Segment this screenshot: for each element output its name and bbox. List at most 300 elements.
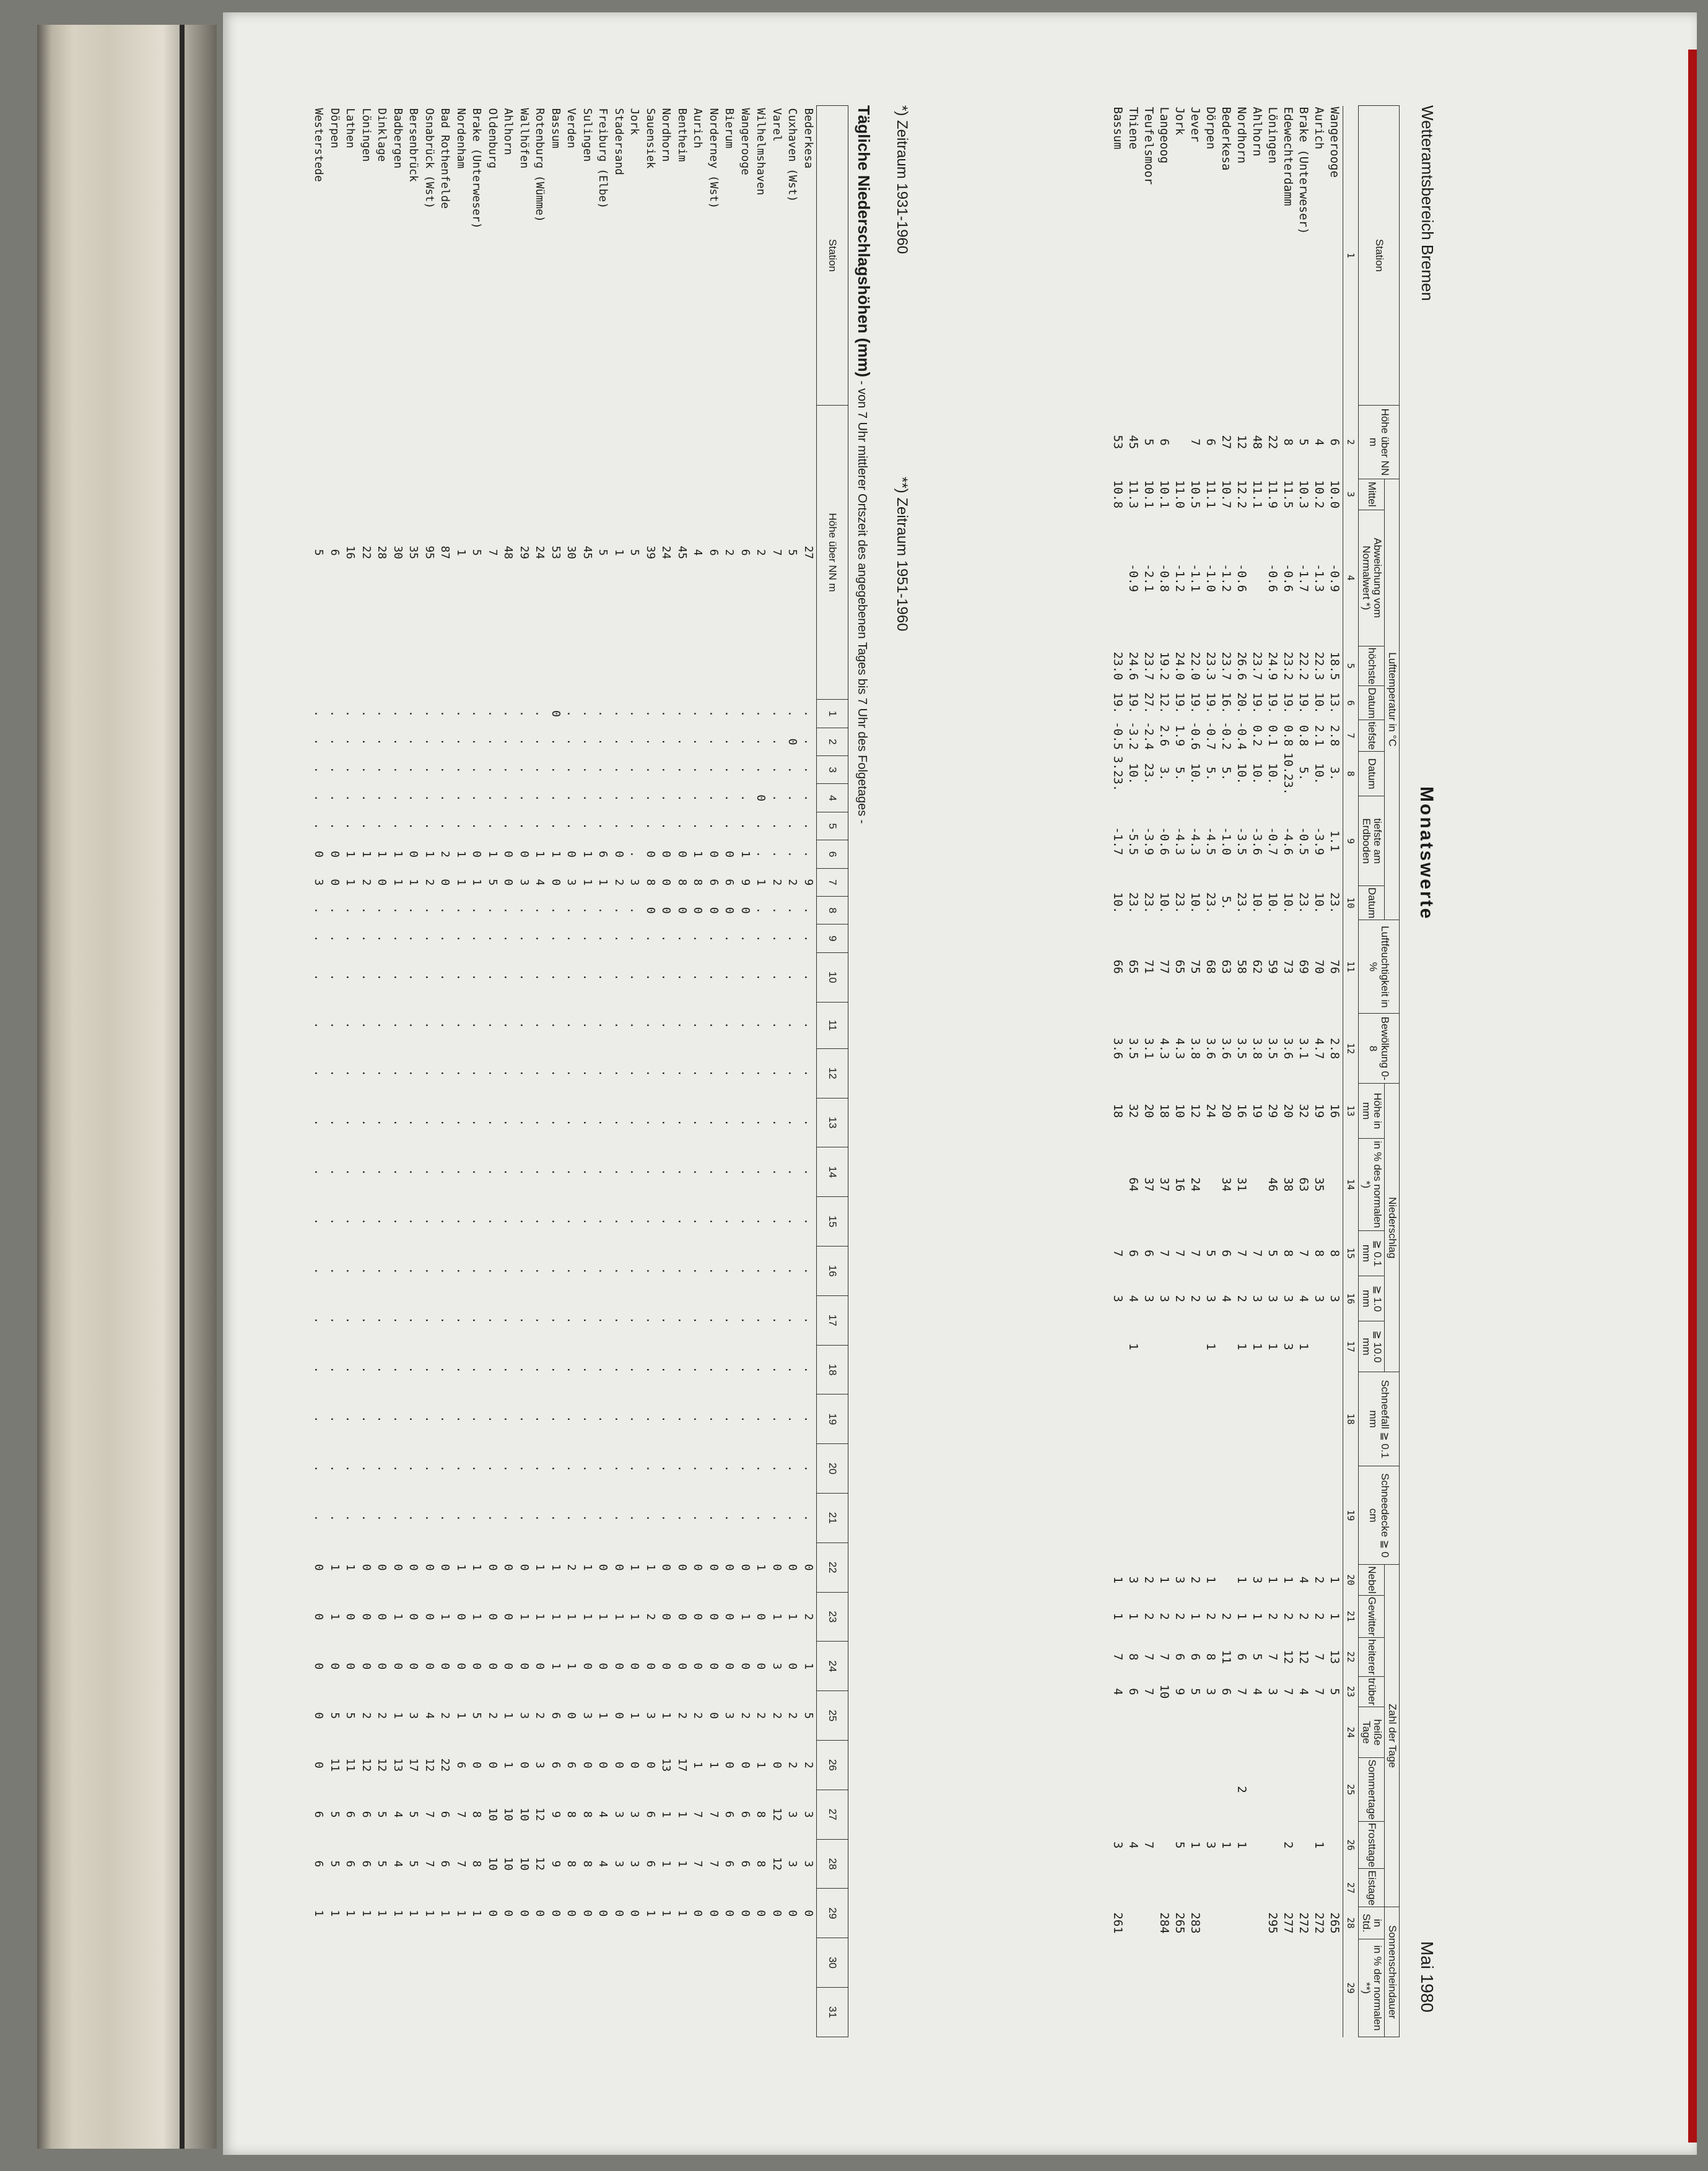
group-days: Zahl der Tage <box>1385 1565 1400 1907</box>
cell-value: 2 <box>723 549 736 556</box>
cell-value: . <box>422 1514 436 1521</box>
cell-value: . <box>422 935 436 942</box>
cell-value: . <box>707 822 720 830</box>
cell-value: 1 <box>754 1564 768 1571</box>
cell-value: 12 <box>770 1857 783 1871</box>
cell-value: 19. <box>1173 692 1187 714</box>
cell-value: . <box>344 1316 357 1324</box>
cell-value: -1.7 <box>1297 563 1311 593</box>
col-header: trüber <box>1358 1676 1384 1707</box>
cell-value: . <box>344 1069 357 1077</box>
cell-value: . <box>549 1316 562 1324</box>
cell-value: . <box>707 1119 720 1126</box>
cell-value: 1 <box>454 851 468 858</box>
cell-value: . <box>517 1022 531 1029</box>
cell-value <box>1296 1821 1312 1869</box>
cell-value: . <box>565 1218 578 1225</box>
cell-value: 10. <box>1312 892 1327 914</box>
cell-value: . <box>723 935 736 942</box>
cell-value: . <box>470 935 484 942</box>
cell-value: -2.1 <box>1142 563 1156 593</box>
cell-value: 95 <box>422 546 436 559</box>
cell-value: 16. <box>1219 692 1234 714</box>
cell-value: 2 <box>1188 1576 1203 1584</box>
cell-value <box>1234 1939 1250 2037</box>
cell-value: 0 <box>344 1663 357 1670</box>
cell-value: . <box>517 1514 531 1521</box>
cell-value: . <box>580 766 594 773</box>
col-header: in % der normalen **) <box>1358 1939 1384 2037</box>
cell-value: 1 <box>612 549 625 556</box>
cell-value: 23. <box>1142 892 1156 914</box>
cell-value: 1 <box>422 1910 436 1917</box>
cell-value: 12 <box>1235 435 1249 450</box>
day-header: 14 <box>817 1147 848 1197</box>
cell-value: 19.2 <box>1157 651 1172 681</box>
station-name: Bad Rothenfelde <box>438 108 452 209</box>
cell-value: 3 <box>407 1712 420 1719</box>
cell-value: . <box>801 1465 815 1472</box>
day-header: 22 <box>817 1542 848 1592</box>
cell-value: . <box>770 710 783 717</box>
cell-value: 0 <box>502 1663 515 1670</box>
cell-value: . <box>675 973 689 981</box>
cell-value: 10.8 <box>1111 480 1125 509</box>
cell-value: -3.5 <box>1235 827 1249 856</box>
cell-value: . <box>533 1366 547 1373</box>
cell-value: . <box>391 1119 404 1126</box>
cell-value: 0 <box>596 1761 610 1769</box>
cell-value: 1 <box>1157 1576 1172 1584</box>
cell-value: . <box>754 1069 768 1077</box>
cell-value: 1 <box>675 1811 689 1818</box>
cell-value: 1 <box>675 1910 689 1917</box>
cell-value: . <box>738 738 752 746</box>
cell-value: 31 <box>1235 1177 1249 1192</box>
cell-value <box>1327 1707 1343 1758</box>
cell-value: 6 <box>723 1811 736 1818</box>
cell-value <box>1219 1907 1234 1939</box>
cell-value: 1 <box>359 851 373 858</box>
cell-value: . <box>801 794 815 802</box>
cell-value: 0 <box>438 1663 452 1670</box>
cell-value: 0 <box>738 1663 752 1670</box>
col-header: Höhe in mm <box>1358 1084 1384 1139</box>
cell-value: 23.3 <box>1204 651 1218 681</box>
cell-value: -0.9 <box>1126 563 1141 593</box>
cell-value: 5 <box>328 1712 341 1719</box>
cell-value: -1.3 <box>1312 563 1327 593</box>
station-name: Rotenburg (Wümme) <box>533 108 547 222</box>
cell-value: 0 <box>754 1910 768 1917</box>
cell-value: . <box>580 738 594 746</box>
cell-value: . <box>312 738 326 746</box>
cell-value: -0.5 <box>1297 827 1311 856</box>
cell-value: . <box>643 710 657 717</box>
cell-value: . <box>407 1168 420 1176</box>
cell-value <box>1110 1869 1126 1907</box>
cell-value: . <box>675 710 689 717</box>
cell-value: . <box>517 794 531 802</box>
cell-value: 1 <box>1250 1612 1265 1621</box>
cell-value: 1 <box>565 1613 578 1621</box>
cell-value: 0 <box>596 1663 610 1670</box>
cell-value <box>1188 1372 1203 1466</box>
cell-value: 12 <box>422 1758 436 1772</box>
column-number: 24 <box>1343 1707 1358 1758</box>
cell-value: 2 <box>754 549 768 556</box>
cell-value: . <box>643 1267 657 1274</box>
cell-value: . <box>486 1465 499 1472</box>
table-row <box>390 106 406 2037</box>
col-header: Mittel <box>1358 479 1384 510</box>
cell-value: . <box>596 1069 610 1077</box>
cell-value: . <box>407 935 420 942</box>
cell-value: . <box>612 1316 625 1324</box>
cell-value: . <box>438 1366 452 1373</box>
station-name: Cuxhaven (Wst) <box>786 108 800 202</box>
cell-value: . <box>375 1514 389 1521</box>
cell-value: 10 <box>517 1857 531 1871</box>
cell-value: 3 <box>1250 1295 1265 1302</box>
cell-value: . <box>328 1022 341 1029</box>
cell-value: . <box>738 1168 752 1176</box>
cell-value: -4.5 <box>1204 827 1218 856</box>
cell-value: . <box>549 1119 562 1126</box>
cell-value: . <box>643 935 657 942</box>
cell-value: 1 <box>328 1613 341 1621</box>
cell-value: 1 <box>580 879 594 886</box>
col-header: tiefste am Erdboden <box>1358 796 1384 886</box>
cell-value: 6 <box>1157 438 1172 446</box>
cell-value: . <box>754 907 768 914</box>
cell-value: . <box>738 710 752 717</box>
cell-value: 9 <box>1173 1688 1187 1695</box>
cell-value: 0 <box>675 1564 689 1571</box>
cell-value: 29 <box>517 546 531 559</box>
cell-value <box>1141 1758 1157 1821</box>
cell-value: 46 <box>1266 1177 1280 1192</box>
cell-value: 10. <box>1281 892 1296 914</box>
cell-value: 73 <box>1281 959 1296 974</box>
cell-value <box>1110 510 1126 646</box>
table-row <box>690 106 706 2037</box>
cell-value: . <box>628 973 642 981</box>
cell-value: . <box>660 710 673 717</box>
cell-value: . <box>438 1218 452 1225</box>
cell-value: 5 <box>596 549 610 556</box>
cell-value: 6 <box>1219 1688 1234 1695</box>
cell-value <box>1157 1466 1172 1565</box>
day-header: 11 <box>817 1002 848 1048</box>
cell-value: . <box>407 766 420 773</box>
cell-value: -0.6 <box>1266 563 1280 593</box>
station-name: Verden <box>565 108 578 149</box>
cell-value: . <box>707 1168 720 1176</box>
cell-value: . <box>596 1168 610 1176</box>
cell-value: . <box>628 794 642 802</box>
cell-value: . <box>438 1168 452 1176</box>
cell-value: 3.1 <box>1297 1038 1311 1059</box>
cell-value: . <box>391 794 404 802</box>
cell-value <box>1141 1869 1157 1907</box>
cell-value: 2 <box>565 1564 578 1571</box>
station-name: Stadersand <box>612 108 625 175</box>
cell-value: . <box>422 1022 436 1029</box>
cell-value <box>1250 1372 1265 1466</box>
cell-value: 0.1 <box>1266 724 1280 747</box>
cell-value: . <box>801 1514 815 1521</box>
cell-value: 37 <box>1142 1177 1156 1192</box>
cell-value: 2.8 <box>1328 724 1342 747</box>
cell-value: . <box>643 1465 657 1472</box>
cell-value: 1 <box>660 1860 673 1868</box>
cell-value: 18 <box>1157 1103 1172 1118</box>
cell-value: . <box>391 1465 404 1472</box>
cell-value: 0 <box>359 1613 373 1621</box>
cell-value: 19 <box>1250 1103 1265 1118</box>
cell-value: 2 <box>770 879 783 886</box>
cell-value: . <box>328 794 341 802</box>
cell-value: 0 <box>486 1761 499 1769</box>
cell-value <box>1219 1466 1234 1565</box>
cell-value: 7 <box>1235 1250 1249 1257</box>
cell-value: 1 <box>359 1910 373 1917</box>
cell-value: . <box>470 1267 484 1274</box>
cell-value: 4 <box>391 1811 404 1818</box>
cell-value: . <box>486 935 499 942</box>
cell-value: 6 <box>723 879 736 886</box>
cell-value: . <box>723 1465 736 1472</box>
cell-value: 2 <box>486 1712 499 1719</box>
cell-value: 1 <box>344 879 357 886</box>
cell-value: 1 <box>1235 1841 1249 1849</box>
cell-value: . <box>707 1218 720 1225</box>
table-row <box>327 106 343 2037</box>
cell-value: . <box>549 907 562 914</box>
cell-value: . <box>486 794 499 802</box>
column-number: 19 <box>1343 1466 1358 1565</box>
cell-value: . <box>549 1069 562 1077</box>
cell-value: 12 <box>1281 1650 1296 1664</box>
station-name: Lathen <box>344 108 357 149</box>
cell-value: 3 <box>1281 1342 1296 1351</box>
cell-value: . <box>660 1316 673 1324</box>
table-row <box>422 106 438 2037</box>
cell-value: . <box>470 973 484 981</box>
day-header: 17 <box>817 1295 848 1345</box>
column-number: 11 <box>1343 920 1358 1014</box>
cell-value <box>1265 1869 1281 1907</box>
cell-value: . <box>660 1416 673 1423</box>
cell-value: 3 <box>1157 1295 1172 1302</box>
cell-value <box>1312 1869 1327 1907</box>
cell-value: 5 <box>628 549 642 556</box>
col-header: Sommertage <box>1358 1758 1384 1821</box>
cell-value: 3 <box>1204 1841 1218 1849</box>
cell-value: . <box>312 1218 326 1225</box>
cell-value: 2 <box>675 1712 689 1719</box>
day-header: 18 <box>817 1345 848 1394</box>
cell-value: . <box>549 973 562 981</box>
cell-value: 18 <box>1111 1103 1125 1118</box>
table-row <box>1234 106 1250 2037</box>
cell-value: . <box>328 1267 341 1274</box>
cell-value: . <box>344 1465 357 1472</box>
cell-value: 1 <box>801 1663 815 1670</box>
cell-value: 4 <box>1219 1295 1234 1302</box>
cell-value: . <box>723 973 736 981</box>
footnote-1: *) Zeitraum 1931-1960 <box>894 105 910 255</box>
cell-value: 12 <box>533 1808 547 1821</box>
cell-value: 0 <box>407 1663 420 1670</box>
cell-value: 0 <box>312 1663 326 1670</box>
day-header: 26 <box>817 1740 848 1790</box>
cell-value: . <box>486 710 499 717</box>
cell-value: 12 <box>359 1758 373 1772</box>
cell-value: 1 <box>1328 1612 1342 1621</box>
cell-value: . <box>707 1514 720 1521</box>
cell-value: . <box>391 907 404 914</box>
group-precipitation: Niederschlag <box>1385 1084 1400 1372</box>
day-header: 15 <box>817 1197 848 1246</box>
table-row <box>1203 106 1219 2037</box>
cell-value: . <box>565 738 578 746</box>
cell-value: 0 <box>660 1613 673 1621</box>
cell-value: . <box>312 1022 326 1029</box>
cell-value: . <box>375 1366 389 1373</box>
cell-value: 1 <box>1235 1612 1249 1621</box>
monthly-values-table <box>1110 105 1400 2037</box>
cell-value: 2 <box>1173 1295 1187 1302</box>
cell-value: 10. <box>1312 692 1327 714</box>
cell-value: 0 <box>660 907 673 914</box>
cell-value: . <box>517 1316 531 1324</box>
cell-value: . <box>723 1218 736 1225</box>
cell-value: 4 <box>1312 438 1327 446</box>
cell-value: . <box>454 907 468 914</box>
cell-value: 6 <box>549 1761 562 1769</box>
cell-value: 0.8 <box>1297 724 1311 747</box>
cell-value: . <box>407 973 420 981</box>
cell-value <box>1172 1758 1188 1821</box>
cell-value: . <box>502 1168 515 1176</box>
cell-value: . <box>565 1119 578 1126</box>
cell-value: 5. <box>1173 767 1187 781</box>
station-name: Brake (Unterweser) <box>470 108 484 229</box>
cell-value: 1 <box>786 1613 800 1621</box>
cell-value: 0 <box>770 1761 783 1769</box>
cell-value: . <box>643 1022 657 1029</box>
cell-value: 2 <box>770 1712 783 1719</box>
cell-value: . <box>344 1168 357 1176</box>
cell-value: 0 <box>691 1564 705 1571</box>
cell-value: 8 <box>1204 1653 1218 1661</box>
cell-value: . <box>312 907 326 914</box>
cell-value: 272 <box>1297 1912 1311 1934</box>
cell-value: . <box>407 1119 420 1126</box>
cell-value: 9 <box>549 1811 562 1818</box>
cell-value <box>1110 1707 1126 1758</box>
cell-value: . <box>328 822 341 830</box>
station-name: Jever <box>1188 107 1203 142</box>
table-row <box>1110 106 1126 2037</box>
column-number: 26 <box>1343 1821 1358 1869</box>
cell-value: . <box>786 1267 800 1274</box>
cell-value: 3 <box>1126 1576 1141 1584</box>
station-name: Bassum <box>549 108 562 149</box>
cell-value: . <box>707 710 720 717</box>
cell-value: -1.2 <box>1219 563 1234 593</box>
cell-value: 1 <box>1188 1841 1203 1849</box>
cell-value: . <box>517 1119 531 1126</box>
station-name: Ahlhorn <box>1250 107 1265 157</box>
station-name: Wangerooge <box>1328 107 1342 178</box>
day-header: 23 <box>817 1592 848 1642</box>
cell-value: . <box>470 1514 484 1521</box>
cell-value: 34 <box>1219 1177 1234 1192</box>
cell-value: 3 <box>786 1811 800 1818</box>
cell-value <box>1157 1939 1172 2037</box>
cell-value: . <box>770 907 783 914</box>
cell-value: 0 <box>691 1613 705 1621</box>
cell-value: 2 <box>533 1712 547 1719</box>
cell-value: . <box>486 1119 499 1126</box>
cell-value: . <box>344 766 357 773</box>
cell-value: 8 <box>1328 1250 1342 1257</box>
cell-value: . <box>691 1316 705 1324</box>
cell-value: 0 <box>786 1564 800 1571</box>
cell-value: . <box>422 1366 436 1373</box>
cell-value: . <box>502 935 515 942</box>
cell-value: 3 <box>1111 1295 1125 1302</box>
cell-value: . <box>596 822 610 830</box>
col-header: tiefste <box>1358 720 1384 751</box>
cell-value: 6 <box>738 1811 752 1818</box>
cell-value: 277 <box>1281 1912 1296 1934</box>
cell-value: . <box>691 1218 705 1225</box>
cell-value: . <box>438 822 452 830</box>
cell-value: -1.0 <box>1219 827 1234 856</box>
cell-value: . <box>391 1267 404 1274</box>
cell-value: 13 <box>1328 1650 1342 1664</box>
cell-value <box>1281 1372 1296 1466</box>
cell-value: 3 <box>643 1712 657 1719</box>
cell-value <box>1157 1372 1172 1466</box>
cell-value: . <box>738 794 752 802</box>
cell-value: 1 <box>533 1613 547 1621</box>
header-date: Mai 1980 <box>1418 1941 1437 2012</box>
cell-value: 3 <box>1281 1295 1296 1302</box>
col-header: Datum <box>1358 686 1384 720</box>
cell-value: 23. <box>1142 763 1156 785</box>
cell-value: 11.3 <box>1126 480 1141 509</box>
cell-value: 0.8 <box>1281 724 1296 747</box>
cell-value <box>1203 1939 1219 2037</box>
cell-value: . <box>707 1316 720 1324</box>
cell-value: -4.6 <box>1281 827 1296 856</box>
cell-value: . <box>660 1069 673 1077</box>
col-height: Höhe über NN m <box>1358 406 1399 479</box>
cell-value: 0 <box>580 1761 594 1769</box>
cell-value: 0 <box>359 1564 373 1571</box>
cell-value: -4.3 <box>1173 827 1187 856</box>
cell-value: . <box>359 1465 373 1472</box>
cell-value: . <box>533 822 547 830</box>
cell-value: . <box>454 794 468 802</box>
daily-header-row <box>817 106 848 2037</box>
cell-value: . <box>643 1416 657 1423</box>
